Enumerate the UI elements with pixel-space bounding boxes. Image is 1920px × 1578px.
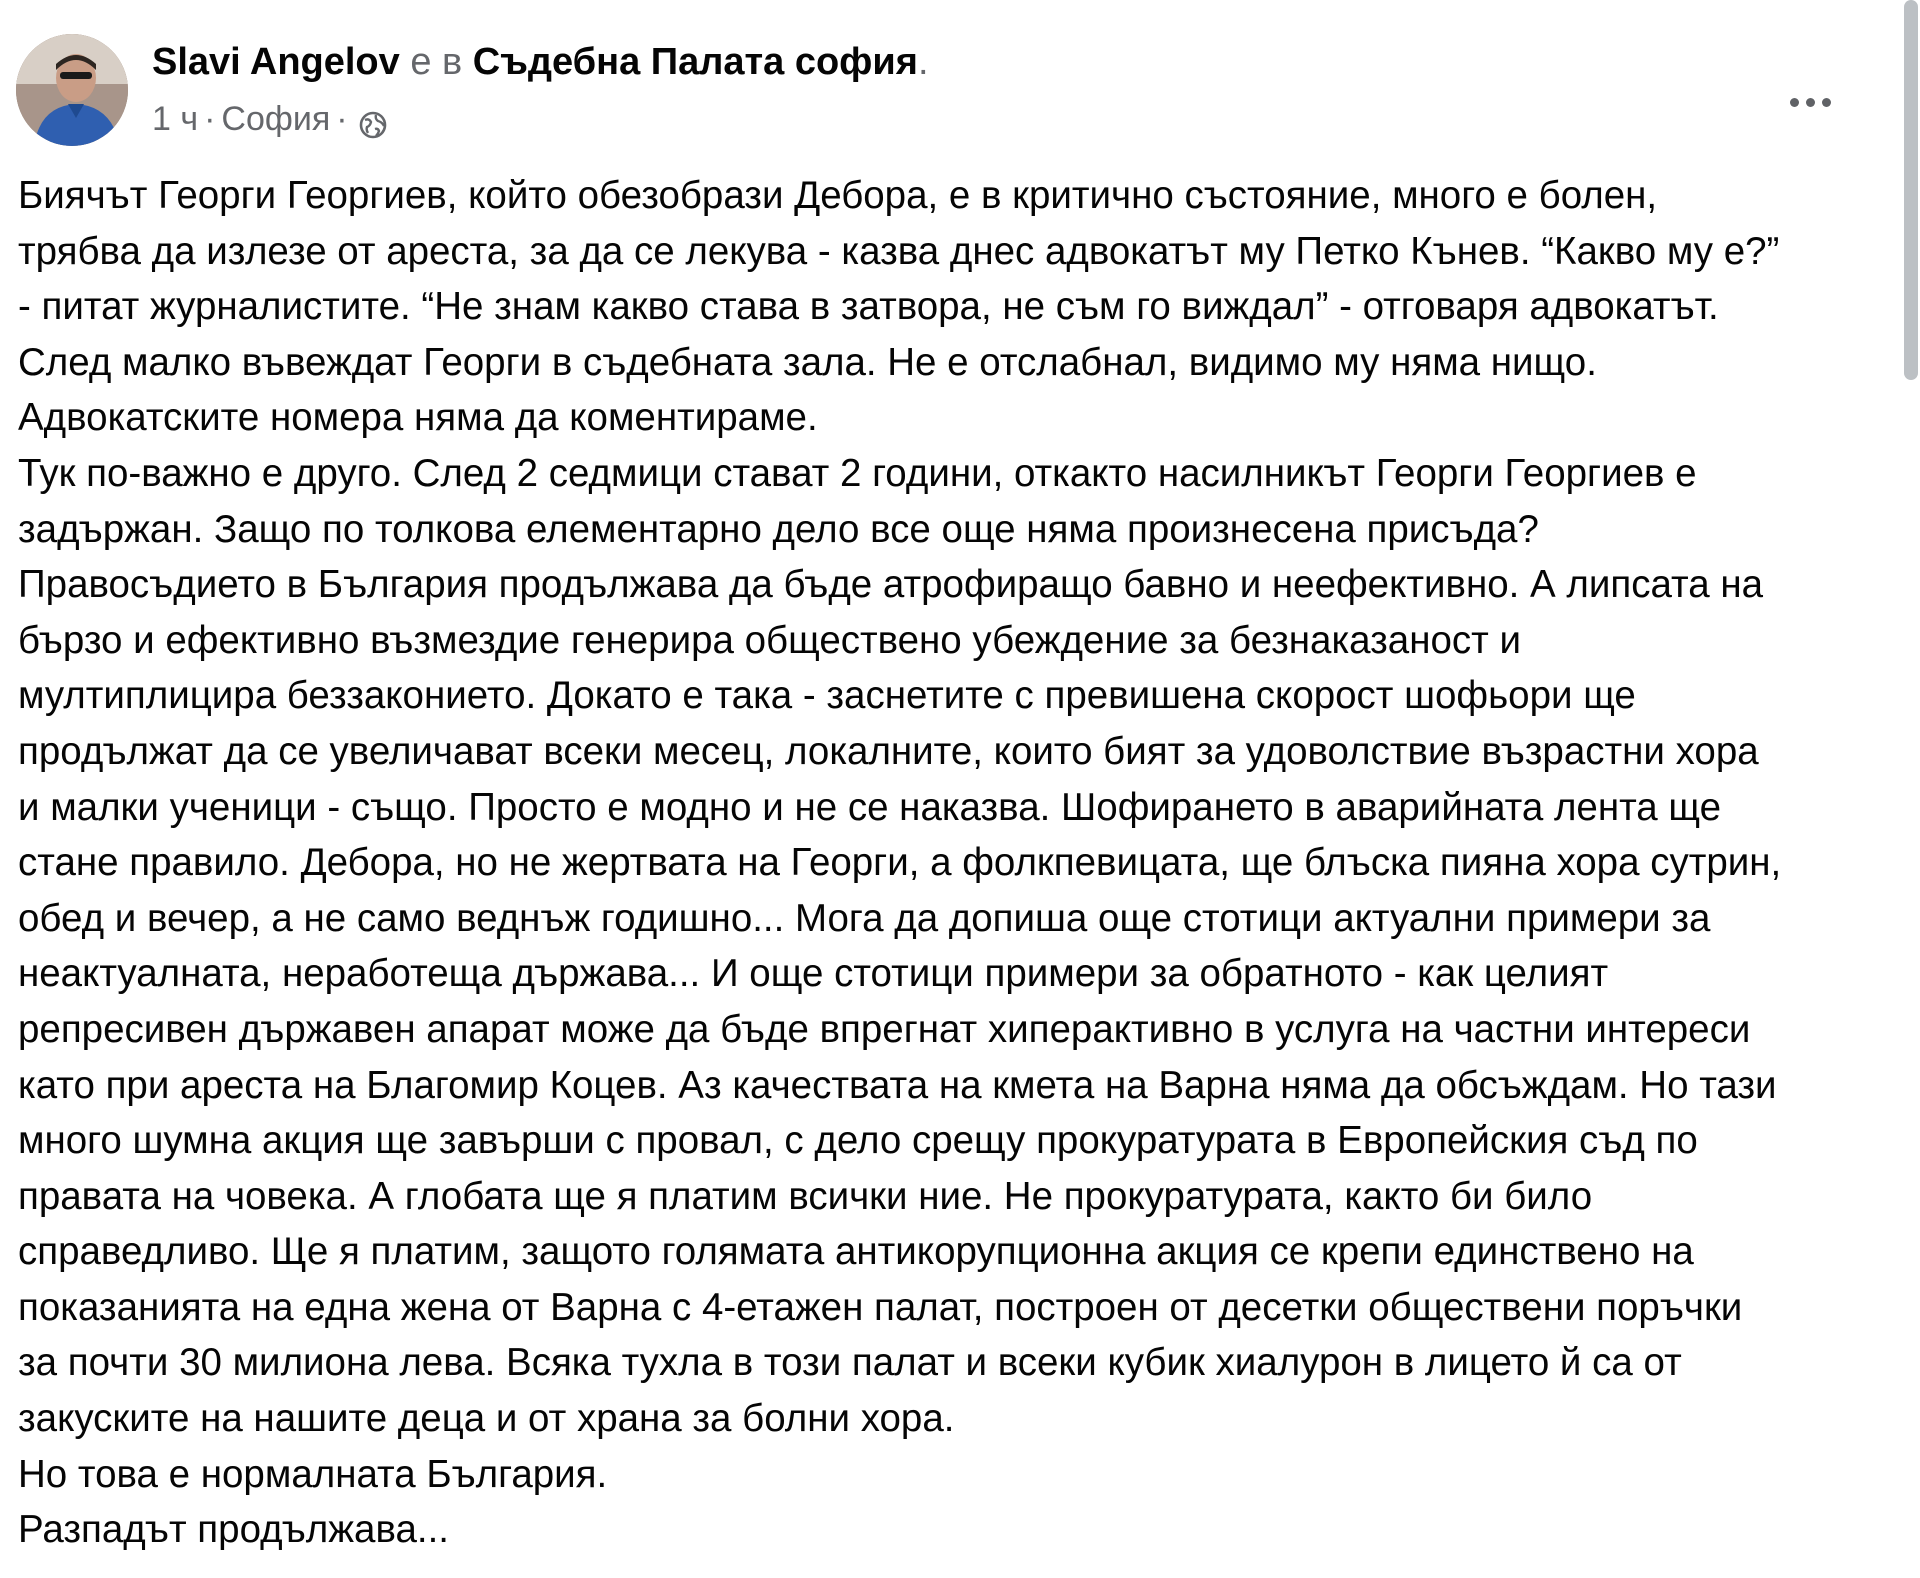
check-in-place[interactable]: Съдебна Палата софия: [472, 41, 918, 83]
post-text-line: репресивен държавен апарат може да бъде впрегнат хиперактивно в услуга на частни интереси: [18, 1007, 1751, 1051]
avatar-photo: [16, 34, 128, 146]
post-text-line: закуските на нашите деца и от храна за болни хора.: [18, 1397, 955, 1441]
post-text-line: справедливо. Ще я платим, защото голямата антикорупционна акция се крепи единствено на: [18, 1230, 1694, 1274]
author-name[interactable]: Slavi Angelov: [152, 41, 400, 83]
post-text-line: обед и вечер, а не само веднъж годишно... Мога да допиша още стотици актуални примери за: [18, 896, 1711, 940]
author-avatar[interactable]: [16, 34, 128, 146]
scrollbar[interactable]: [1902, 0, 1920, 1578]
post-text-line: правата на човека. А глобата ще я платим всички ние. Не прокуратурата, както би било: [18, 1174, 1593, 1218]
separator-dot: ·: [204, 100, 216, 138]
post-text-line: Тук по-важно е друго. След 2 седмици стават 2 години, откакто насилникът Георги Георгиев е: [18, 451, 1697, 495]
post-text-line: Адвокатските номера няма да коментираме.: [18, 396, 818, 440]
post-text-line: мултиплицира беззаконието. Докато е така - заснетите с превишена скорост шофьори ще: [18, 674, 1636, 718]
post-meta: [152, 30, 929, 144]
more-dot: [1822, 98, 1831, 107]
is-in-text: е в: [399, 41, 473, 83]
post-text-line: задържан. Защо по толкова елементарно дело все още няма произнесена присъда?: [18, 507, 1539, 551]
more-dot: [1806, 98, 1815, 107]
scrollbar-thumb[interactable]: [1904, 0, 1918, 380]
post-title-line: [152, 30, 929, 94]
more-options-button[interactable]: [1780, 82, 1840, 122]
post-text-line: за почти 30 милиона лева. Всяка тухла в този палат и всеки кубик хиалурон в лицето й са от: [18, 1341, 1682, 1385]
post-text-line: като при ареста на Благомир Коцев. Аз качествата на кмета на Варна няма да обсъждам. Но тази: [18, 1063, 1777, 1107]
post-text-line: и малки ученици - също. Просто е модно и не се наказва. Шофирането в аварийната лента ще: [18, 785, 1722, 829]
more-dot: [1790, 98, 1799, 107]
post-header: [16, 30, 1876, 146]
post-text-line: бързо и ефективно възмездие генерира обществено убеждение за безнаказаност и: [18, 618, 1521, 662]
post-subline: [152, 94, 929, 144]
post-text-line: - питат журналистите. “Не знам какво става в затвора, не съм го виждал” - отговаря адвокатът.: [18, 285, 1719, 329]
post-text-line: Биячът Георги Георгиев, който обезобрази Дебора, е в критично състояние, много е болен,: [18, 174, 1658, 217]
post-body: [18, 168, 1898, 1558]
post-text-line: стане правило. Дебора, но не жертвата на Георги, а фолкпевицата, ще блъска пияна хора сутрин,: [18, 841, 1782, 885]
post-text-line: неактуалната, неработеща държава... И още стотици примери за обратното - как целият: [18, 952, 1609, 996]
post-text-line: След малко въвеждат Георги в съдебната зала. Не е отслабнал, видимо му няма нищо.: [18, 340, 1597, 384]
post-text-line: много шумна акция ще завърши с провал, с дело срещу прокуратурата в Европейския съд по: [18, 1119, 1698, 1163]
globe-icon[interactable]: [358, 104, 388, 134]
post-text-line: Разпадът продължава...: [18, 1508, 449, 1552]
post-text-line: показанията на една жена от Варна с 4-етажен палат, построен от десетки обществени поръчки: [18, 1285, 1743, 1329]
post-location[interactable]: София: [221, 100, 331, 138]
post-text-line: Правосъдието в България продължава да бъде атрофиращо бавно и неефективно. А липсата на: [18, 563, 1764, 607]
post-text-line: Но това е нормалната България.: [18, 1452, 608, 1496]
post-text-line: трябва да излезе от ареста, за да се лекува - казва днес адвокатът му Петко Кънев. “Какво му е?”: [18, 229, 1780, 273]
post-text-line: продължат да се увеличават всеки месец, локалните, които бият за удоволствие възрастни хора: [18, 729, 1759, 773]
title-period: .: [917, 41, 929, 83]
separator-dot-2: ·: [336, 100, 348, 138]
post-timestamp[interactable]: 1 ч: [152, 100, 199, 138]
